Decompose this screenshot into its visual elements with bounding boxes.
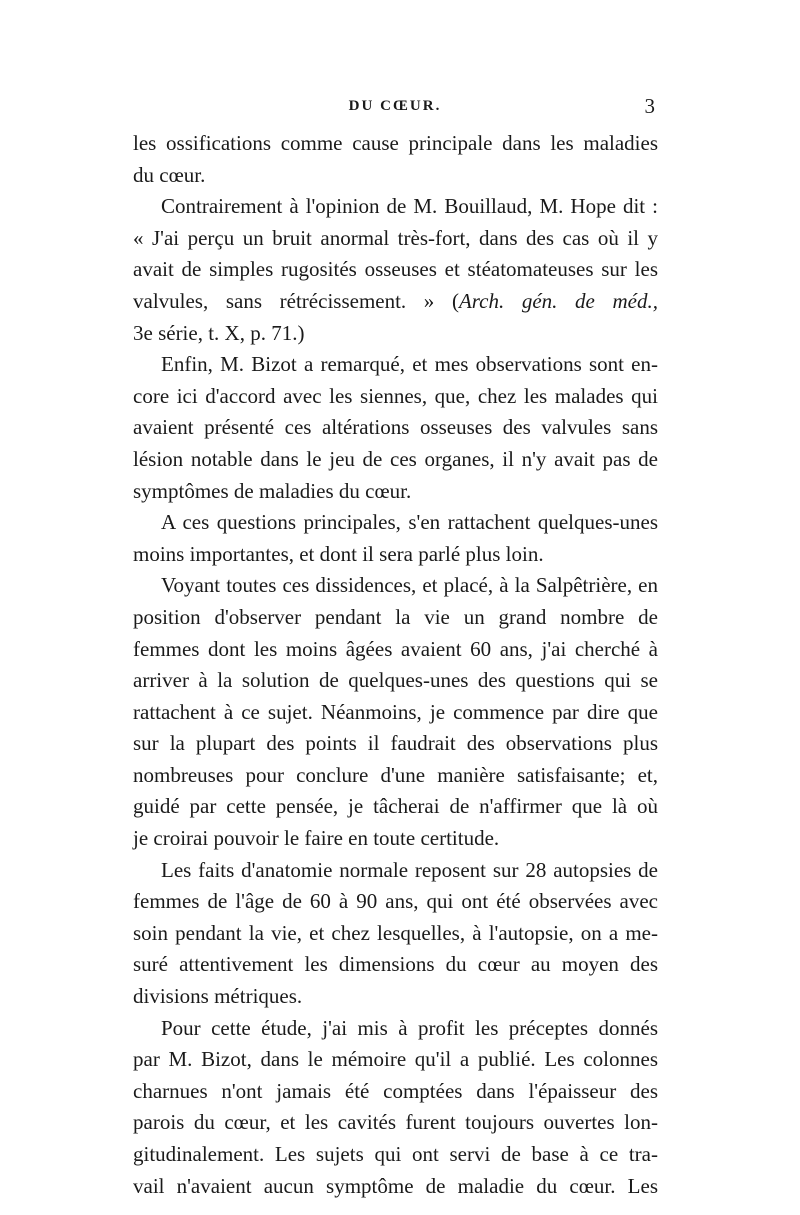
running-title: DU CŒUR. <box>348 98 442 114</box>
text-line: avait de simples rugosités osseuses et stéatomateuses sur les <box>133 257 658 282</box>
text-line: divisions métriques. <box>133 984 303 1009</box>
page-header <box>135 94 655 128</box>
text-line: les ossifications comme cause principale dans les maladies <box>133 131 658 155</box>
text-line: sur la plupart des points il faudrait des observations plus <box>133 731 658 756</box>
text-segment: valvules, sans rétrécissement. » ( <box>133 288 459 313</box>
citation-title: Arch. gén. de méd., <box>458 288 658 313</box>
text-line: position d'observer pendant la vie un grand nombre de <box>133 604 658 629</box>
text-line-with-citation <box>133 286 658 318</box>
text-line: core ici d'accord avec les siennes, que, chez les malades qui <box>133 383 658 408</box>
text-line: soin pendant la vie, et chez lesquelles, à l'autopsie, on a me- <box>133 920 658 945</box>
text-line: Enfin, M. Bizot a remarqué, et mes observations sont en- <box>161 352 658 377</box>
text-line: avaient présenté ces altérations osseuses des valvules sans <box>133 415 658 440</box>
text-line: symptômes de maladies du cœur. <box>133 478 412 503</box>
text-line: femmes dont les moins âgées avaient 60 ans, j'ai cherché à <box>133 636 658 661</box>
text-line: lésion notable dans le jeu de ces organes, il n'y avait pas de <box>133 446 658 471</box>
text-line: Les faits d'anatomie normale reposent sur 28 autopsies de <box>161 857 658 882</box>
text-line: vail n'avaient aucun symptôme de maladie du cœur. Les <box>133 1173 658 1198</box>
text-line: guidé par cette pensée, je tâcherai de n'affirmer que là où <box>133 794 658 819</box>
page-number: 3 <box>644 94 655 118</box>
text-line: arriver à la solution de quelques-unes des questions qui se <box>133 668 658 693</box>
text-line: suré attentivement les dimensions du cœur au moyen des <box>133 952 658 977</box>
text-line: je croirai pouvoir le faire en toute certitude. <box>133 826 500 851</box>
text-line: par M. Bizot, dans le mémoire qu'il a publié. Les colonnes <box>133 1047 658 1072</box>
text-line: rattachent à ce sujet. Néanmoins, je commence par dire que <box>133 699 658 724</box>
text-line: Voyant toutes ces dissidences, et placé, à la Salpêtrière, en <box>161 573 658 598</box>
body-text <box>133 128 658 1202</box>
text-line: « J'ai perçu un bruit anormal très-fort, dans des cas où il y <box>133 225 658 250</box>
text-line: gitudinalement. Les sujets qui ont servi de base à ce tra- <box>133 1142 658 1166</box>
text-line: Contrairement à l'opinion de M. Bouillaud, M. Hope dit : <box>161 194 658 219</box>
text-line: parois du cœur, et les cavités furent toujours ouvertes lon- <box>133 1110 658 1135</box>
text-line: du cœur. <box>133 162 206 187</box>
text-line: charnues n'ont jamais été comptées dans l'épaisseur des <box>133 1078 658 1103</box>
text-line: moins importantes, et dont il sera parlé plus loin. <box>133 541 544 566</box>
text-line: femmes de l'âge de 60 à 90 ans, qui ont été observées avec <box>133 889 658 914</box>
text-line: Pour cette étude, j'ai mis à profit les préceptes donnés <box>161 1015 658 1040</box>
text-line: 3e série, t. X, p. 71.) <box>133 320 305 345</box>
text-line: A ces questions principales, s'en rattachent quelques-unes <box>161 510 658 535</box>
text-line: nombreuses pour conclure d'une manière satisfaisante; et, <box>133 762 658 787</box>
